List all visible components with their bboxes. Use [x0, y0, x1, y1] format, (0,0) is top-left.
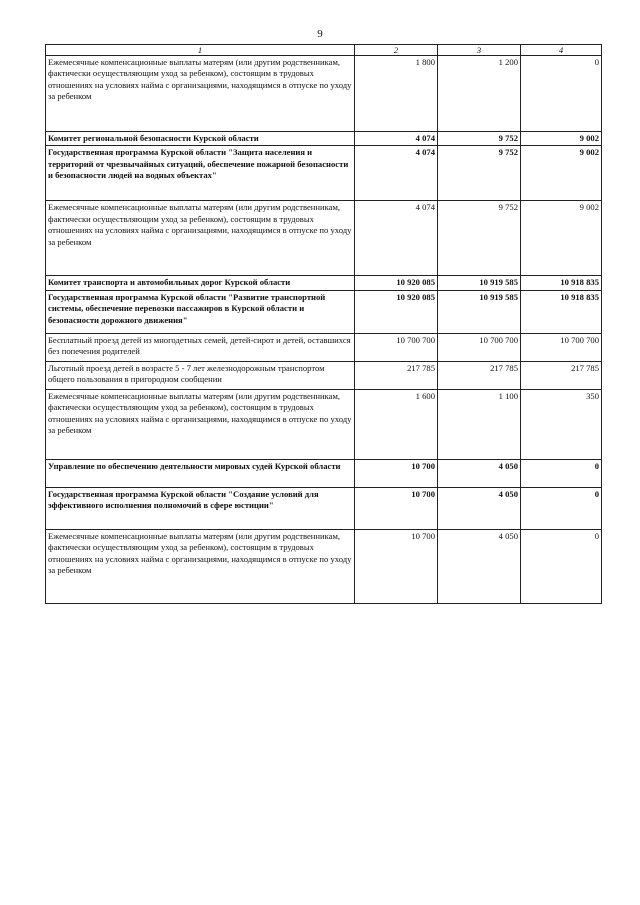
table-row — [46, 146, 602, 201]
row-value-col3: 10 700 700 — [438, 333, 521, 361]
row-value-col2: 10 920 085 — [355, 290, 438, 333]
page-number: 9 — [317, 28, 323, 40]
row-value-col2: 10 920 085 — [355, 276, 438, 290]
row-value-col4: 0 — [521, 529, 602, 603]
row-value-col2: 217 785 — [355, 361, 438, 389]
row-value-col3: 9 752 — [438, 201, 521, 276]
row-label: Бесплатный проезд детей из многодетных семей, детей-сирот и детей, оставшихся без попечения родителей — [46, 333, 355, 361]
row-label: Государственная программа Курской области "Защита населения и территорий от чрезвычайных ситуаций, обеспечение пожарной безопасности и безопасности людей на водных объектах" — [46, 146, 355, 201]
row-value-col4: 9 002 — [521, 146, 602, 201]
table-row — [46, 201, 602, 276]
row-value-col3: 4 050 — [438, 487, 521, 529]
row-value-col4: 217 785 — [521, 361, 602, 389]
row-value-col3: 217 785 — [438, 361, 521, 389]
row-label: Льготный проезд детей в возрасте 5 - 7 лет железнодорожным транспортом общего пользования в пригородном сообщении — [46, 361, 355, 389]
row-label: Государственная программа Курской области "Развитие транспортной системы, обеспечение перевозки пассажиров в Курской области и безопасности дорожного движения" — [46, 290, 355, 333]
column-header-4: 4 — [521, 45, 602, 56]
table-row — [46, 290, 602, 333]
row-label: Управление по обеспечению деятельности мировых судей Курской области — [46, 459, 355, 487]
row-value-col4: 0 — [521, 56, 602, 132]
row-value-col2: 4 074 — [355, 201, 438, 276]
row-value-col4: 10 700 700 — [521, 333, 602, 361]
row-value-col2: 10 700 — [355, 459, 438, 487]
row-label: Ежемесячные компенсационные выплаты матерям (или другим родственникам, фактически осуществляющим уход за ребенком), состоящим в трудовых отношениях на условиях найма с организациями, находящимся в отпуске по уходу за ребенком — [46, 389, 355, 459]
row-value-col3: 1 100 — [438, 389, 521, 459]
row-value-col4: 0 — [521, 459, 602, 487]
row-label: Государственная программа Курской области "Создание условий для эффективного исполнения полномочий в сфере юстиции" — [46, 487, 355, 529]
table-row — [46, 56, 602, 132]
table-row — [46, 276, 602, 290]
budget-table — [45, 44, 602, 604]
row-value-col4: 350 — [521, 389, 602, 459]
table-row — [46, 132, 602, 146]
row-label: Ежемесячные компенсационные выплаты матерям (или другим родственникам, фактически осуществляющим уход за ребенком), состоящим в трудовых отношениях на условиях найма с организациями, находящимся в отпуске по уходу за ребенком — [46, 529, 355, 603]
table-row — [46, 459, 602, 487]
row-label: Ежемесячные компенсационные выплаты матерям (или другим родственникам, фактически осуществляющим уход за ребенком), состоящим в трудовых отношениях на условиях найма с организациями, находящимся в отпуске по уходу за ребенком — [46, 201, 355, 276]
row-value-col4: 0 — [521, 487, 602, 529]
row-value-col2: 1 600 — [355, 389, 438, 459]
row-value-col4: 10 918 835 — [521, 290, 602, 333]
row-value-col3: 1 200 — [438, 56, 521, 132]
row-value-col2: 10 700 — [355, 487, 438, 529]
row-value-col2: 4 074 — [355, 132, 438, 146]
row-value-col3: 10 919 585 — [438, 290, 521, 333]
row-value-col2: 10 700 — [355, 529, 438, 603]
row-value-col3: 9 752 — [438, 132, 521, 146]
row-value-col3: 4 050 — [438, 459, 521, 487]
row-value-col2: 10 700 700 — [355, 333, 438, 361]
table-row — [46, 361, 602, 389]
column-header-2: 2 — [355, 45, 438, 56]
table-row — [46, 389, 602, 459]
table-header-row — [46, 45, 602, 56]
row-label: Ежемесячные компенсационные выплаты матерям (или другим родственникам, фактически осуществляющим уход за ребенком), состоящим в трудовых отношениях на условиях найма с организациями, находящимся в отпуске по уходу за ребенком — [46, 56, 355, 132]
table-row — [46, 529, 602, 603]
column-header-1: 1 — [46, 45, 355, 56]
row-value-col3: 10 919 585 — [438, 276, 521, 290]
row-value-col2: 1 800 — [355, 56, 438, 132]
row-value-col4: 10 918 835 — [521, 276, 602, 290]
table-row — [46, 333, 602, 361]
row-label: Комитет транспорта и автомобильных дорог Курской области — [46, 276, 355, 290]
table-row — [46, 487, 602, 529]
row-value-col3: 4 050 — [438, 529, 521, 603]
row-value-col4: 9 002 — [521, 132, 602, 146]
row-value-col2: 4 074 — [355, 146, 438, 201]
row-label: Комитет региональной безопасности Курской области — [46, 132, 355, 146]
row-value-col4: 9 002 — [521, 201, 602, 276]
row-value-col3: 9 752 — [438, 146, 521, 201]
column-header-3: 3 — [438, 45, 521, 56]
